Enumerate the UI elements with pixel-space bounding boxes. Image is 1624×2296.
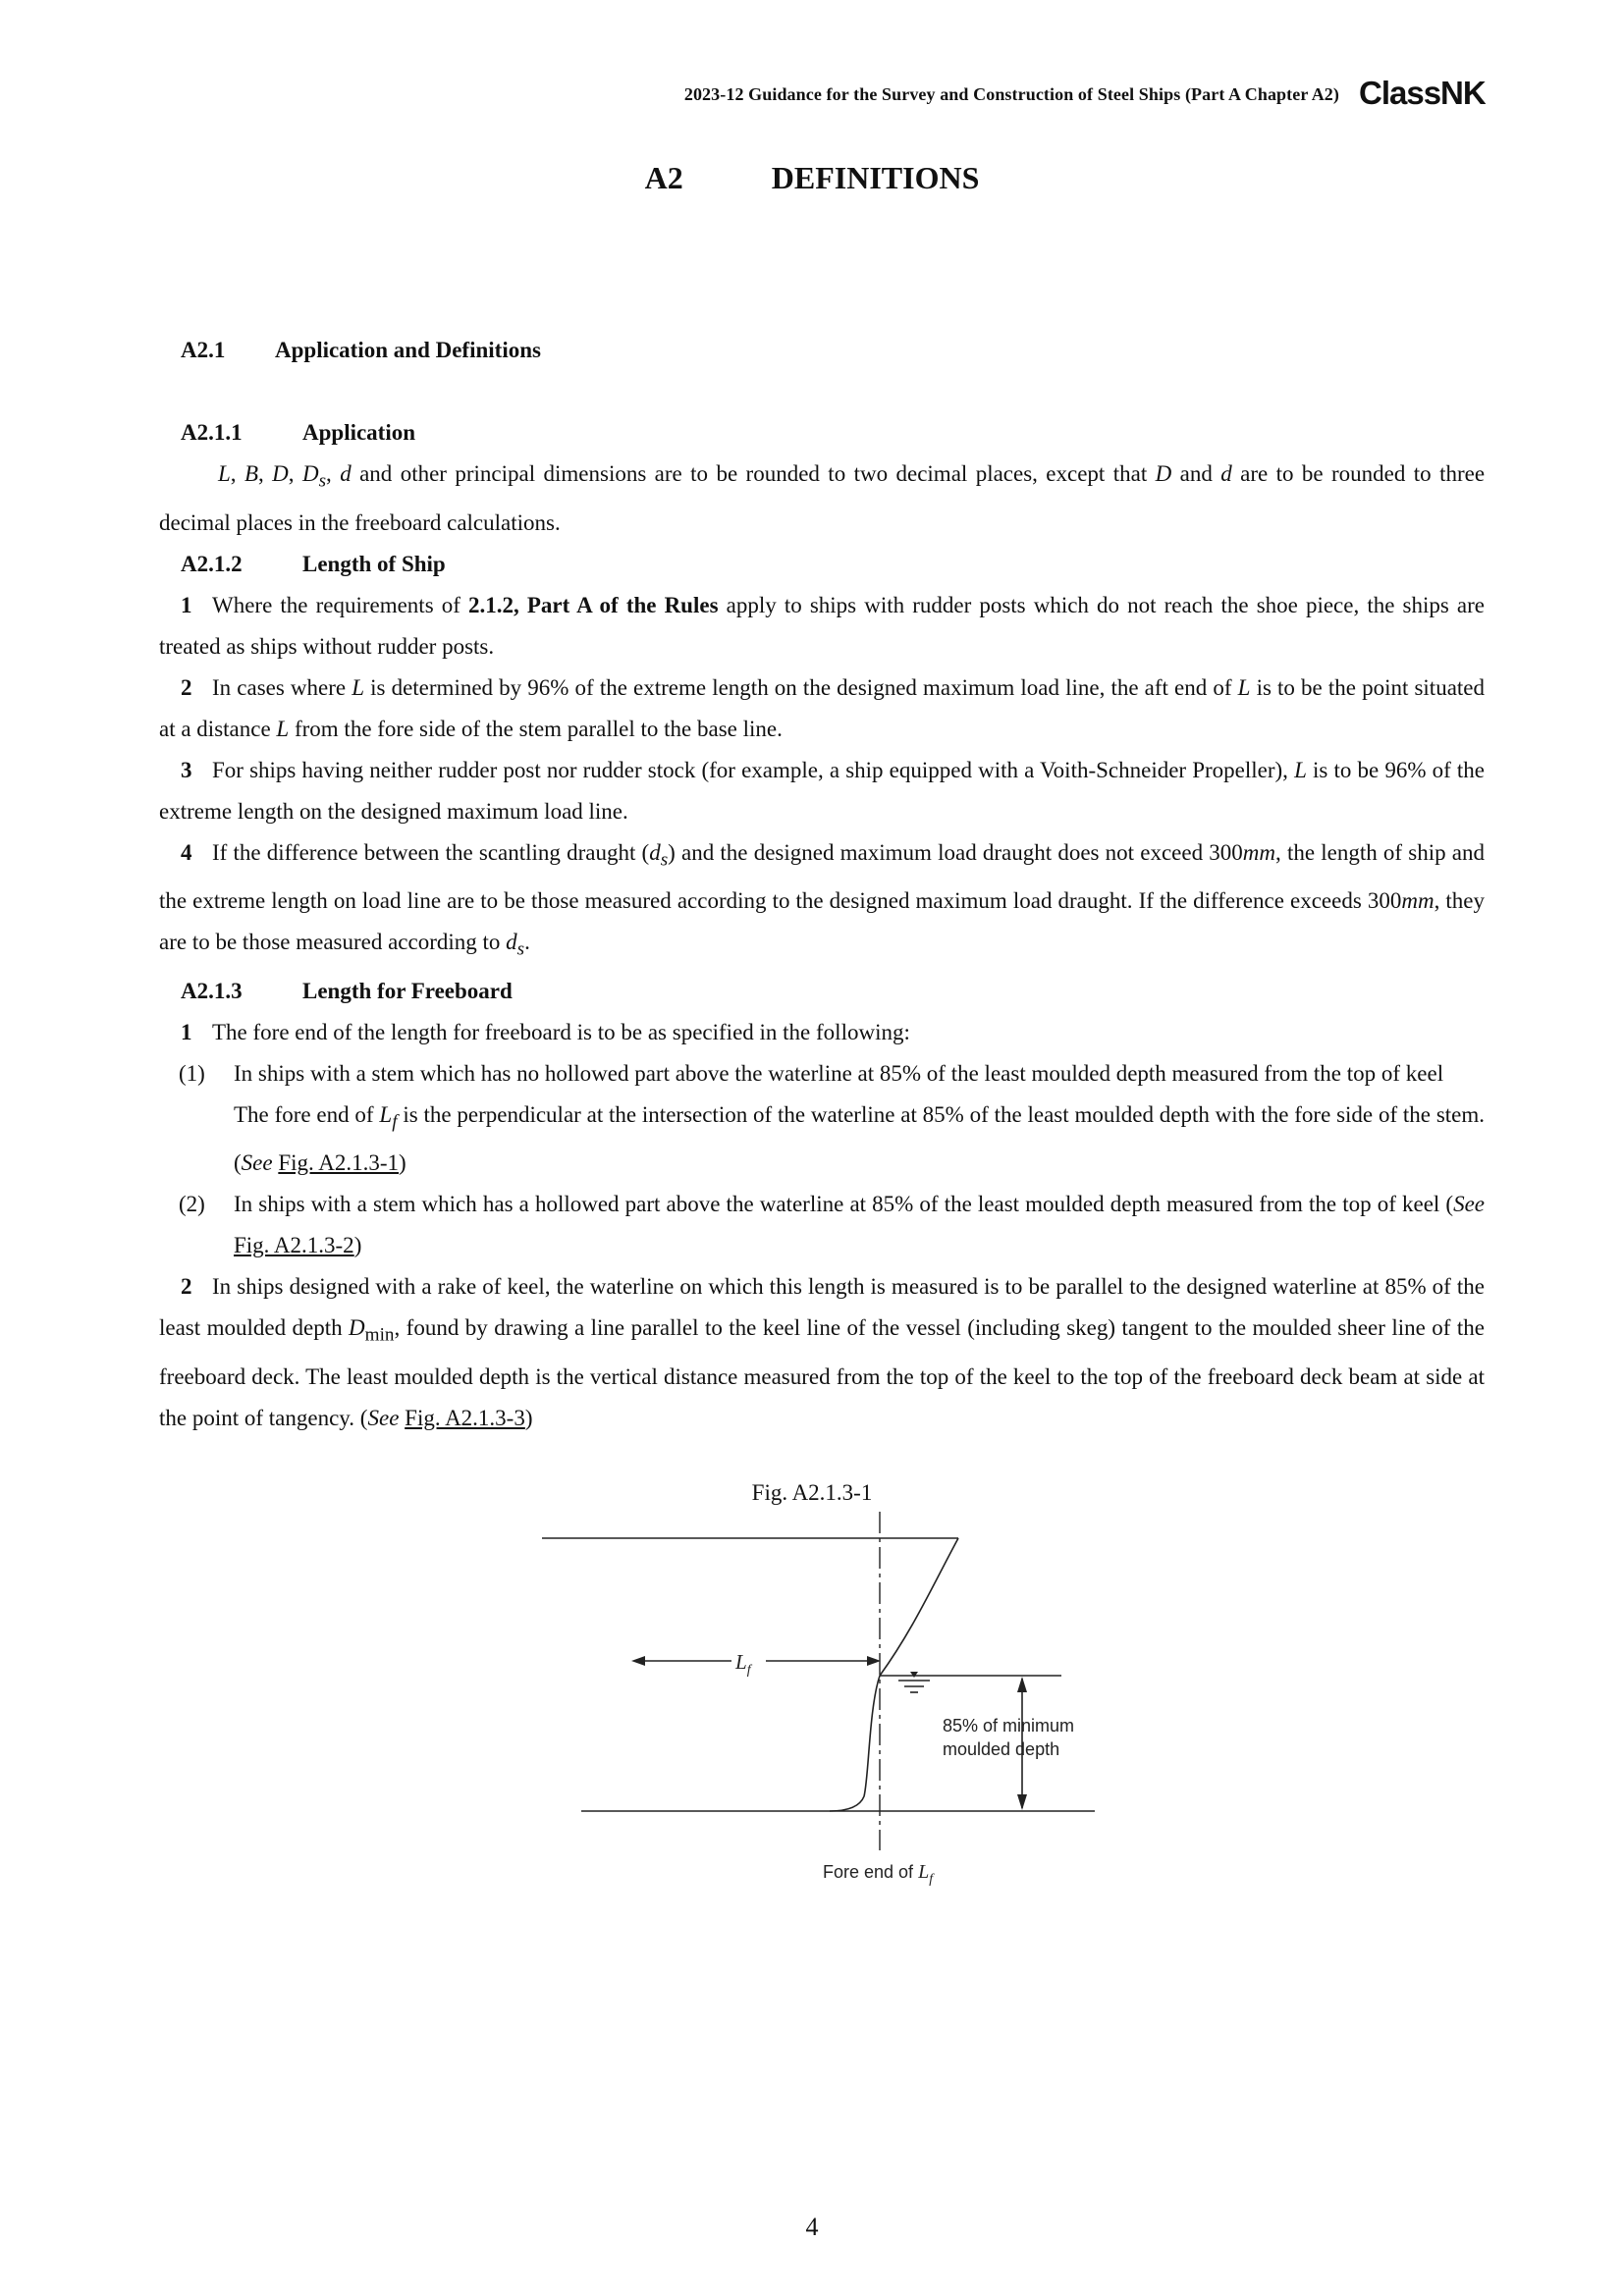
chapter-number: A2 [644,160,683,195]
running-header: 2023-12 Guidance for the Survey and Construction of Steel Ships (Part A Chapter A2) [683,84,1339,104]
stem-profile [830,1538,958,1811]
page-number: 4 [805,2213,819,2241]
paragraph-2-4: 4 If the difference between the scantling draught $(d_s)$ and the designed maximum load draught does not exceed 300mm, the length of ship and the extreme length on load line are to be those measured according to the designed maximum load draught. If the difference exceeds 300mm, they are to be those measured according to $d_s$. [159,839,1485,960]
subsection-heading-application: A2.1.1 Application [181,420,416,445]
chapter-name: DEFINITIONS [771,160,980,195]
list-item-1: (1) In ships with a stem which has no hollowed part above the waterline at 85% of the least moulded depth measured from the top of keel The fore end of $L_f$ is the perpendicular at the intersection of the waterline at 85% of the least moulded depth with the fore side of the stem. (See Fig. A2.1.3-1) [179,1060,1486,1176]
document-body [159,330,1485,1439]
label-lf-sub: f [746,1663,751,1678]
depth-label-2: moulded depth [943,1739,1060,1759]
paragraph-2-2: 2 In cases where L is determined by 96% of the extreme length on the designed maximum load line, the aft end of L is to be the point situated at a distance L from the fore side of the stem parallel to the base line. [159,674,1485,741]
subsection-heading-length-of-ship: A2.1.2 Length of Ship [181,551,446,576]
fore-end-symbol: L [918,1861,930,1883]
waterline-symbol [898,1681,930,1692]
paragraph-3-1: 1 The fore end of the length for freeboard is to be as specified in the following: [181,1019,910,1044]
lf-arrowhead-right [867,1656,881,1666]
subsection-heading-length-for-freeboard: A2.1.3 Length for Freeboard [181,978,513,1003]
list-item-2: (2) In ships with a stem which has a hollowed part above the waterline at 85% of the least moulded depth measured from the top of keel (See Fig. A2.1.3-2) [179,1192,1485,1258]
paragraph-application: L, B, D, $D_s$, d and other principal dimensions are to be rounded to two decimal places, except that D and d are to be rounded to three decimal places in the freeboard calculations. [159,461,1486,535]
fig-ref-3[interactable]: Fig. A2.1.3-3 [405,1405,525,1430]
figure-stem-diagram [530,1512,1100,1904]
lf-arrowhead-left [631,1656,645,1666]
figure-caption: Fig. A2.1.3-1 [751,1480,873,1505]
fore-end-label: Fore end of [823,1862,919,1882]
depth-label-1: 85% of minimum [943,1716,1075,1735]
depth-arrowhead-bottom [1017,1794,1027,1810]
depth-arrowhead-top [1017,1677,1027,1692]
chapter-title [0,160,1624,196]
paragraph-2-3: 3 For ships having neither rudder post nor rudder stock (for example, a ship equipped with a Voith-Schneider Propeller), L is to be 96% of the extreme length on the designed maximum load line. [159,757,1485,824]
paragraph-2-1: 1 Where the requirements of 2.1.2, Part A of the Rules apply to ships with rudder posts which do not reach the shoe piece, the ships are treated as ships without rudder posts. [159,592,1485,659]
paragraph-3-2: 2 In ships designed with a rake of keel, the waterline on which this length is measured is to be parallel to the designed waterline at 85% of the least moulded depth $D_{min}$, found by drawing a line parallel to the keel line of the vessel (including skeg) tangent to the moulded sheer line of the freeboard deck. The least moulded depth is the vertical distance measured from the top of the keel to the top of the freeboard deck beam at side at the point of tangency. (See Fig. A2.1.3-3) [159,1274,1485,1430]
fore-end-sub: f [929,1872,934,1887]
svg-text:Fore end of Lf [823,1861,935,1887]
label-lf: L [735,1650,747,1674]
fig-ref-1[interactable]: Fig. A2.1.3-1 [278,1150,400,1176]
section-heading: A2.1 Application and Definitions [181,338,541,362]
fig-ref-2[interactable]: Fig. A2.1.3-2 [234,1233,354,1258]
classnk-logo: ClassNK [1359,75,1486,111]
svg-text:Lf [734,1650,753,1678]
